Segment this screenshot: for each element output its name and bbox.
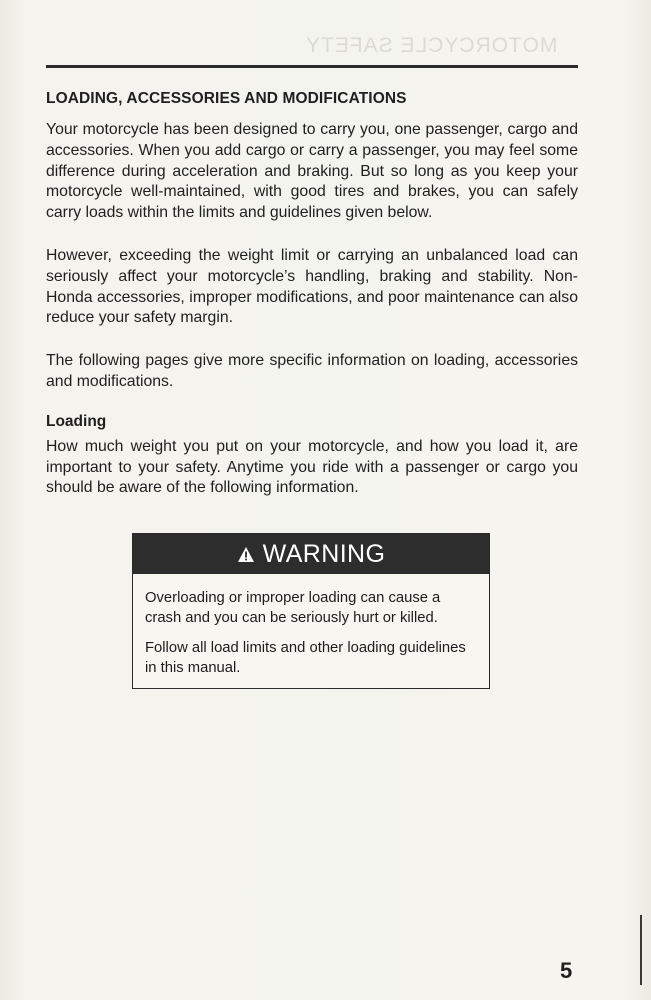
intro-paragraph: Your motorcycle has been designed to carry you, one passenger, cargo and accessories. When you add cargo or carry a passenger, you may feel some difference during acceleration and braking. But so long as you keep your motorcycle well-maintained, with good tires and brakes, you can safely carry loads within the limits and guidelines given below. xyxy=(46,121,578,222)
warning-header xyxy=(133,534,489,574)
warning-text-1: Overloading or improper loading can cause a crash and you can be seriously hurt or killed. xyxy=(145,590,441,626)
weight-limit-paragraph: However, exceeding the weight limit or carrying an unbalanced load can seriously affect your motorcycle’s handling, braking and stability. Non-Honda accessories, improper modifications, and poor maintenance can also reduce your safety margin. xyxy=(46,246,578,327)
warning-body xyxy=(133,574,489,688)
margin-mark xyxy=(640,915,642,985)
show-through-header: MOTORCYCLE SAFETY xyxy=(305,34,558,57)
following-pages-paragraph: The following pages give more specific information on loading, accessories and modifications. xyxy=(46,352,578,390)
warning-triangle-icon xyxy=(237,546,255,563)
page-number: 5 xyxy=(560,958,573,983)
warning-box xyxy=(132,533,490,689)
top-rule xyxy=(46,65,578,68)
loading-paragraph: How much weight you put on your motorcycle, and how you load it, are important to your safety. Anytime you ride with a passenger or cargo you should be aware of the following information. xyxy=(46,437,578,497)
page-content xyxy=(46,90,578,521)
section-title: LOADING, ACCESSORIES AND MODIFICATIONS xyxy=(46,90,407,107)
warning-text-2: Follow all load limits and other loading guidelines in this manual. xyxy=(145,640,466,676)
loading-heading: Loading xyxy=(46,412,107,430)
warning-title: WARNING xyxy=(262,539,386,568)
